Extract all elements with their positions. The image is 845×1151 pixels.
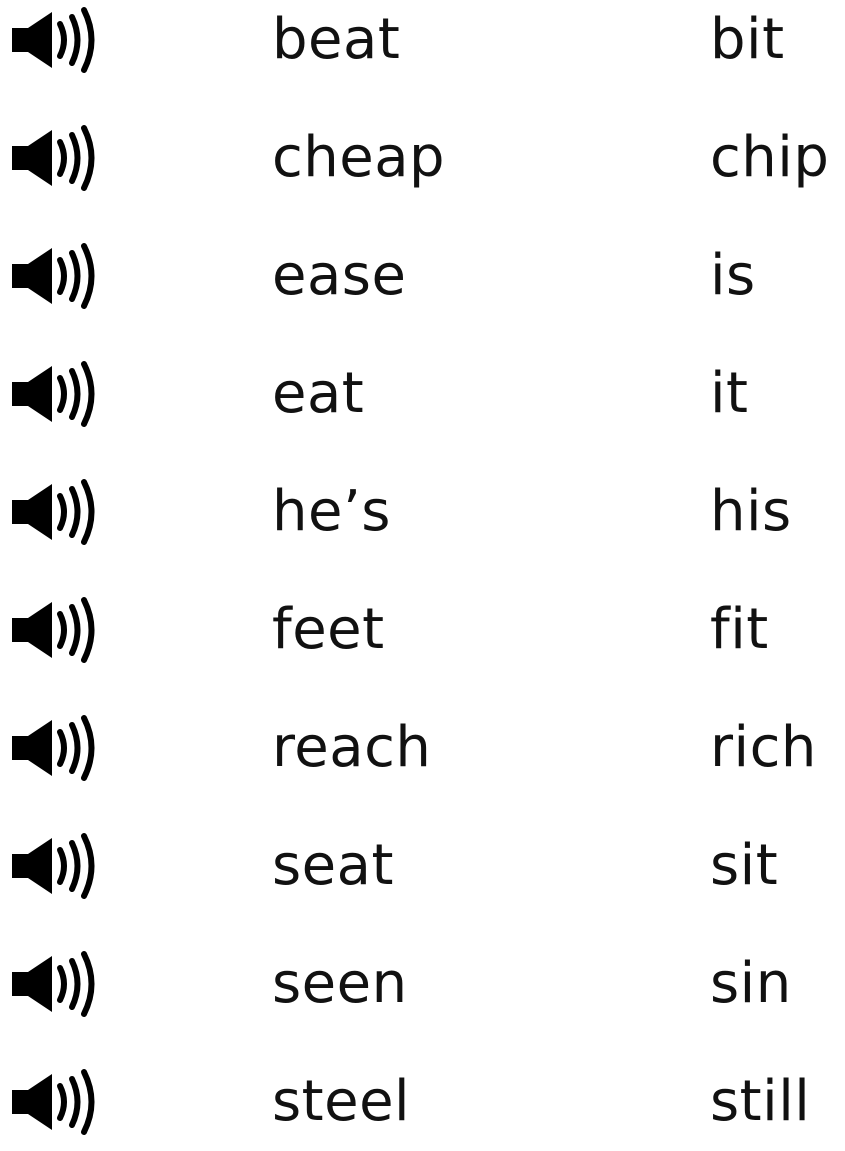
list-item: [0, 944, 845, 1024]
list-item: [0, 236, 845, 316]
speaker-icon[interactable]: [8, 476, 116, 548]
word-long-vowel: he’s: [272, 479, 391, 544]
word-short-vowel: rich: [710, 715, 817, 780]
list-item: [0, 708, 845, 788]
speaker-icon[interactable]: [8, 948, 116, 1020]
list-item: [0, 118, 845, 198]
word-long-vowel: feet: [272, 597, 385, 662]
word-long-vowel: cheap: [272, 125, 446, 190]
word-long-vowel: beat: [272, 7, 401, 72]
speaker-icon[interactable]: [8, 4, 116, 76]
word-short-vowel: sit: [710, 833, 779, 898]
speaker-icon[interactable]: [8, 1066, 116, 1138]
speaker-icon[interactable]: [8, 122, 116, 194]
word-short-vowel: fit: [710, 597, 769, 662]
list-item: [0, 826, 845, 906]
speaker-icon[interactable]: [8, 712, 116, 784]
word-short-vowel: sin: [710, 951, 792, 1016]
speaker-icon[interactable]: [8, 240, 116, 312]
word-short-vowel: chip: [710, 125, 830, 190]
word-long-vowel: reach: [272, 715, 432, 780]
word-long-vowel: steel: [272, 1069, 411, 1134]
word-short-vowel: it: [710, 361, 749, 426]
speaker-icon[interactable]: [8, 358, 116, 430]
speaker-icon[interactable]: [8, 594, 116, 666]
word-long-vowel: ease: [272, 243, 407, 308]
word-short-vowel: bit: [710, 7, 785, 72]
list-item: [0, 472, 845, 552]
list-item: [0, 590, 845, 670]
list-item: [0, 1062, 845, 1142]
word-short-vowel: his: [710, 479, 792, 544]
word-long-vowel: seat: [272, 833, 394, 898]
word-long-vowel: seen: [272, 951, 408, 1016]
word-long-vowel: eat: [272, 361, 365, 426]
speaker-icon[interactable]: [8, 830, 116, 902]
list-item: [0, 354, 845, 434]
word-short-vowel: still: [710, 1069, 811, 1134]
word-short-vowel: is: [710, 243, 756, 308]
list-item: [0, 0, 845, 80]
